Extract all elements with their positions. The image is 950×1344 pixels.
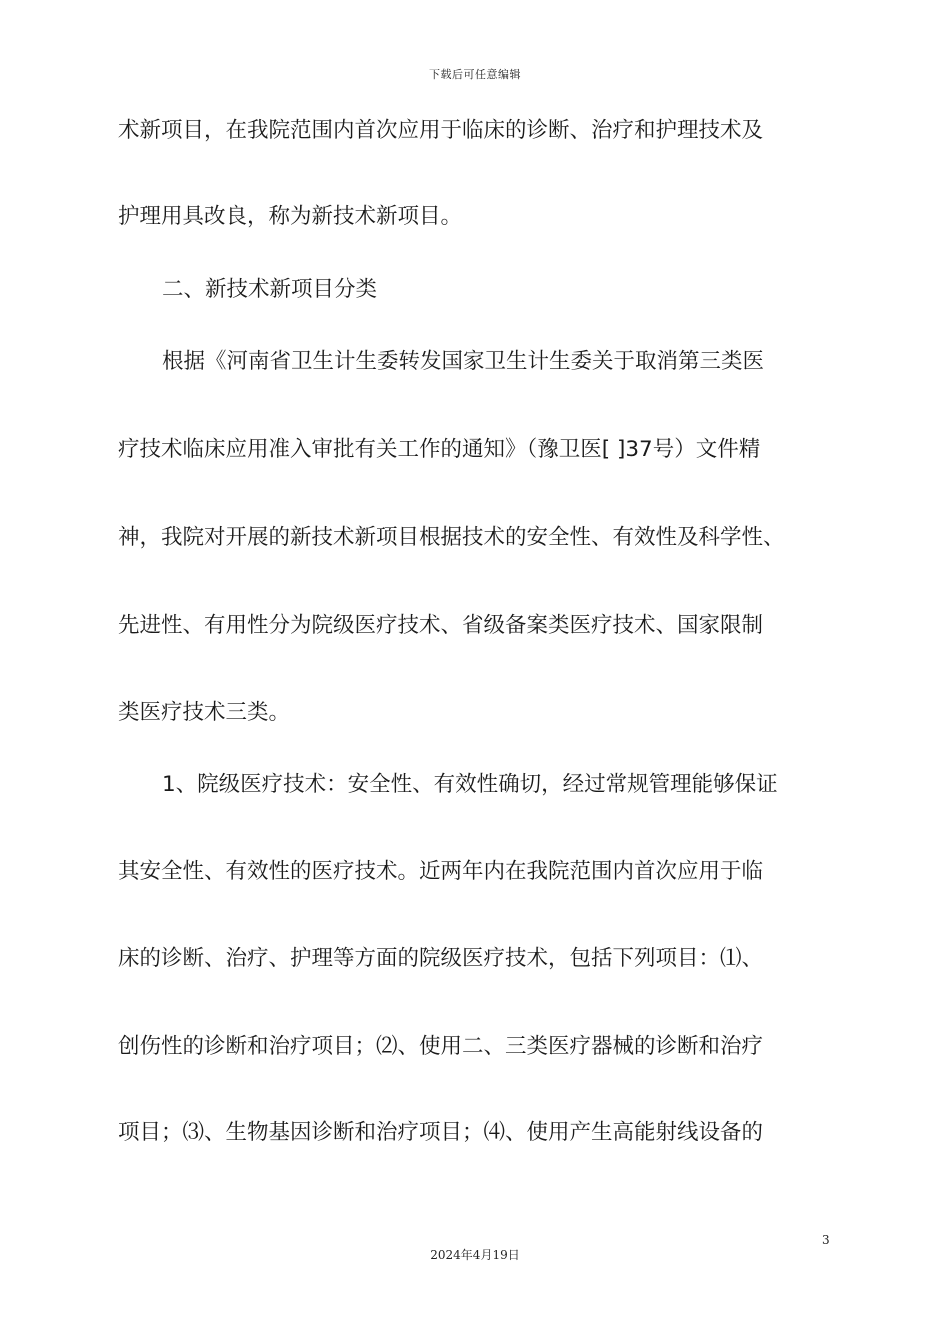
text-line: 类医疗技术三类。	[118, 700, 291, 725]
text-line: 1、院级医疗技术：安全性、有效性确切，经过常规管理能够保证	[162, 772, 778, 797]
text-line: 根据《河南省卫生计生委转发国家卫生计生委关于取消第三类医	[162, 349, 765, 374]
text-line: 项目；⑶、生物基因诊断和治疗项目；⑷、使用产生高能射线设备的	[118, 1120, 764, 1145]
text-line: 创伤性的诊断和治疗项目；⑵、使用二、三类医疗器械的诊断和治疗	[118, 1034, 764, 1059]
page-footer-date: 2024年4月19日	[430, 1248, 520, 1262]
text-line: 术新项目，在我院范围内首次应用于临床的诊断、治疗和护理技术及	[118, 118, 764, 143]
text-line: 先进性、有用性分为院级医疗技术、省级备案类医疗技术、国家限制	[118, 613, 764, 638]
text-line: 神，我院对开展的新技术新项目根据技术的安全性、有效性及科学性、	[118, 525, 785, 550]
text-line: 床的诊断、治疗、护理等方面的院级医疗技术，包括下列项目：⑴、	[118, 946, 764, 971]
section-heading: 二、新技术新项目分类	[162, 277, 378, 302]
page-header: 下载后可任意编辑	[429, 68, 521, 81]
text-line: 疗技术临床应用准入审批有关工作的通知》（豫卫医[ ]37号）文件精	[118, 437, 761, 462]
text-line: 护理用具改良，称为新技术新项目。	[118, 204, 463, 229]
page-number: 3	[822, 1233, 830, 1247]
text-line: 其安全性、有效性的医疗技术。近两年内在我院范围内首次应用于临	[118, 859, 764, 884]
